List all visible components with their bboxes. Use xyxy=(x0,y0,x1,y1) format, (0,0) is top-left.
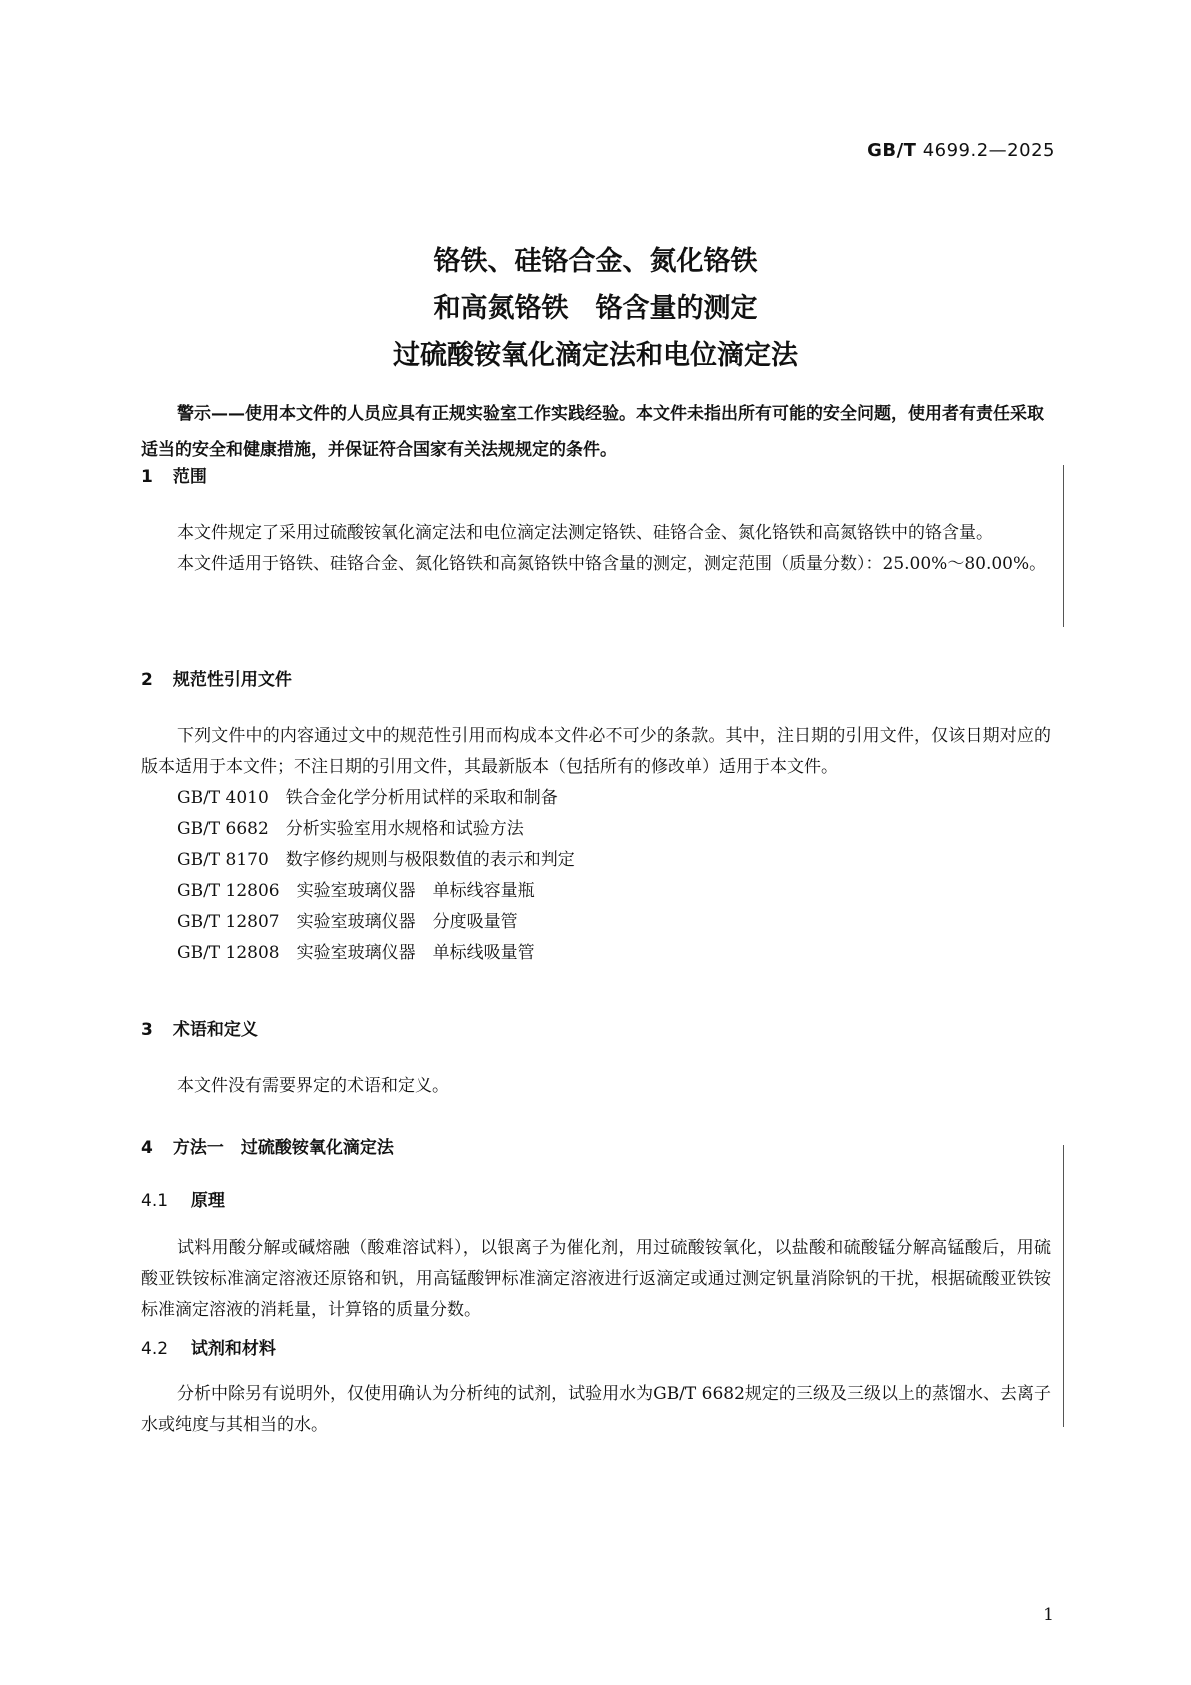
paragraph: 试料用酸分解或碱熔融（酸难溶试料），以银离子为催化剂，用过硫酸铵氧化，以盐酸和硫酸锰分解高锰酸后，用硫酸亚铁铵标准滴定溶液还原铬和钒，用高锰酸钾标准滴定溶液进行返滴定或通过测定钒量消除钒的干扰，根据硫酸亚铁铵标准滴定溶液的消耗量，计算铬的质量分数。 xyxy=(141,1238,1051,1320)
section-heading: 4 方法一 过硫酸铵氧化滴定法 xyxy=(141,1138,394,1158)
paragraph: 本文件没有需要界定的术语和定义。 xyxy=(177,1076,449,1096)
paragraph: 本文件规定了采用过硫酸铵氧化滴定法和电位滴定法测定铬铁、硅铬合金、氮化铬铁和高氮铬铁中的铬含量。 xyxy=(177,523,993,543)
standard-code xyxy=(867,140,1055,161)
references-body xyxy=(141,721,1051,969)
reference-item: GB/T 8170 数字修约规则与极限数值的表示和判定 xyxy=(177,850,575,870)
section-normative-references xyxy=(141,665,1051,695)
section-heading: 2 规范性引用文件 xyxy=(141,670,292,690)
safety-warning: 警示——使用本文件的人员应具有正规实验室工作实践经验。本文件未指出所有可能的安全问题，使用者有责任采取适当的安全和健康措施，并保证符合国家有关法规规定的条件。 xyxy=(141,404,1044,460)
change-bar xyxy=(1063,1145,1064,1427)
reagents-body xyxy=(141,1379,1051,1441)
paragraph: 分析中除另有说明外，仅使用确认为分析纯的试剂，试验用水为GB/T 6682规定的三级及三级以上的蒸馏水、去离子水或纯度与其相当的水。 xyxy=(141,1384,1051,1435)
section-reagents xyxy=(141,1334,1051,1364)
standard-number: 4699.2—2025 xyxy=(922,140,1055,161)
reference-item: GB/T 4010 铁合金化学分析用试样的采取和制备 xyxy=(177,788,558,808)
title-line-3: 过硫酸铵氧化滴定法和电位滴定法 xyxy=(393,340,798,371)
section-terms xyxy=(141,1015,1051,1045)
title-line-1: 铬铁、硅铬合金、氮化铬铁 xyxy=(433,246,758,277)
change-bar xyxy=(1063,465,1064,627)
document-title xyxy=(0,238,1191,379)
paragraph: 本文件适用于铬铁、硅铬合金、氮化铬铁和高氮铬铁中铬含量的测定，测定范围（质量分数）：25.00%～80.00%。 xyxy=(177,554,1047,574)
title-line-2: 和高氮铬铁 铬含量的测定 xyxy=(433,293,758,324)
terms-body xyxy=(141,1071,1051,1102)
reference-item: GB/T 12808 实验室玻璃仪器 单标线吸量管 xyxy=(177,943,535,963)
section-heading: 1 范围 xyxy=(141,467,207,487)
section-scope xyxy=(141,462,1051,492)
scope-body xyxy=(141,518,1051,580)
page-number: 1 xyxy=(1043,1605,1054,1625)
section-method-one xyxy=(141,1133,1051,1163)
reference-item: GB/T 12806 实验室玻璃仪器 单标线容量瓶 xyxy=(177,881,535,901)
subsection-heading: 4.1 原理 xyxy=(141,1191,225,1211)
standard-prefix: GB/T xyxy=(867,140,917,161)
paragraph: 下列文件中的内容通过文中的规范性引用而构成本文件必不可少的条款。其中，注日期的引用文件，仅该日期对应的版本适用于本文件；不注日期的引用文件，其最新版本（包括所有的修改单）适用于本文件。 xyxy=(141,726,1051,777)
section-heading: 3 术语和定义 xyxy=(141,1020,258,1040)
subsection-heading: 4.2 试剂和材料 xyxy=(141,1339,276,1359)
section-principle xyxy=(141,1186,1051,1216)
reference-item: GB/T 6682 分析实验室用水规格和试验方法 xyxy=(177,819,524,839)
reference-item: GB/T 12807 实验室玻璃仪器 分度吸量管 xyxy=(177,912,518,932)
principle-body xyxy=(141,1233,1051,1326)
